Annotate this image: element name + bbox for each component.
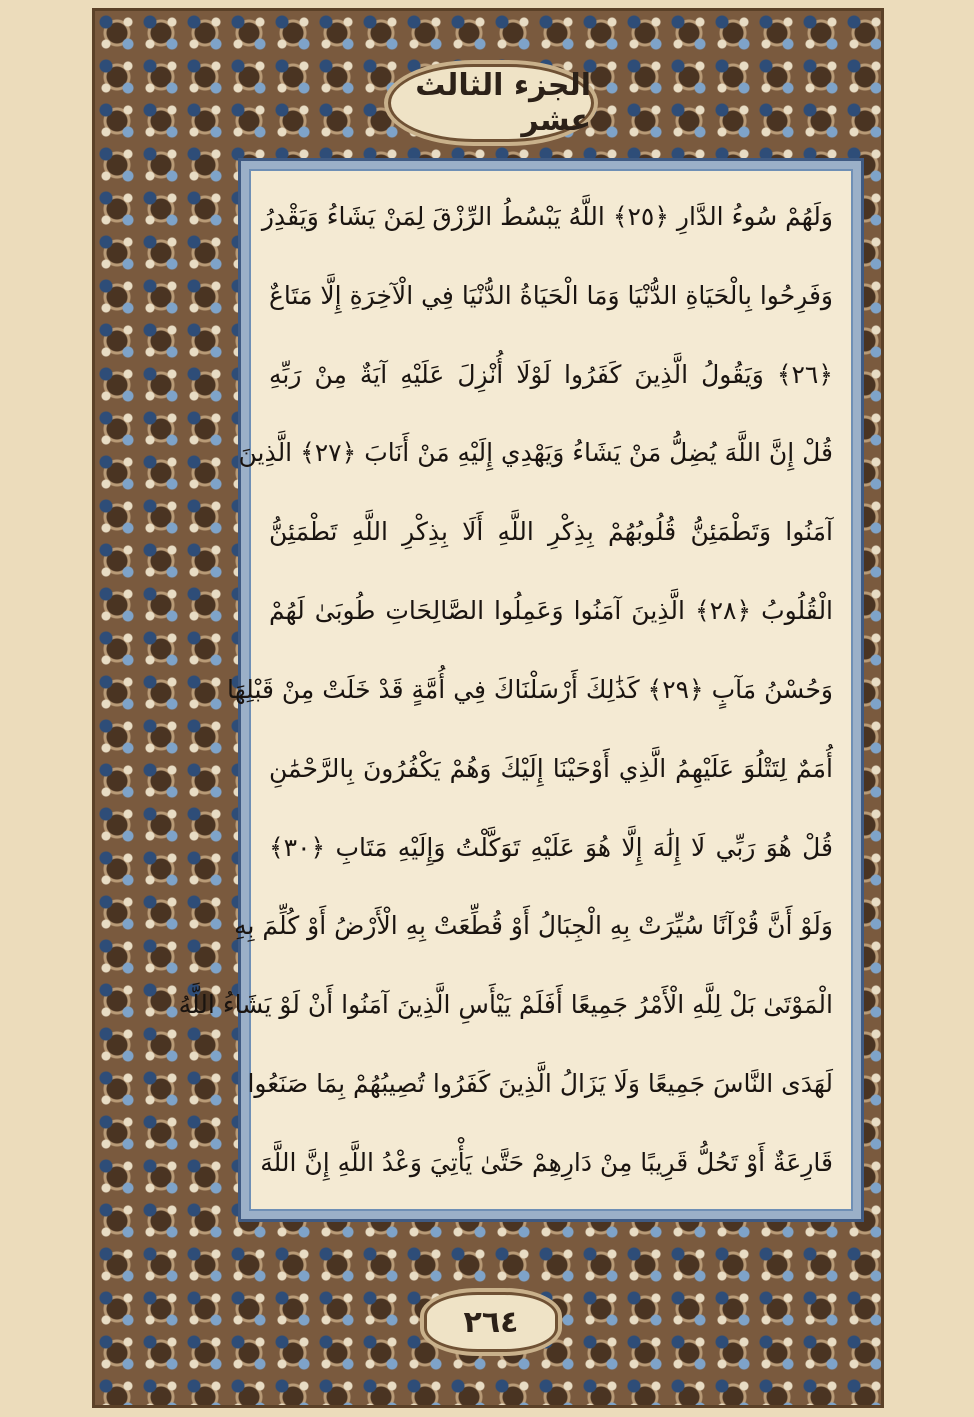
page-number-cartouche	[424, 1292, 558, 1352]
text-line: وَحُسْنُ مَآبٍ ﴿٢٩﴾ كَذَٰلِكَ أَرْسَلْنَاكَ فِي أُمَّةٍ قَدْ خَلَتْ مِنْ قَبْلِهَا	[227, 674, 833, 704]
text-line: لَهَدَى النَّاسَ جَمِيعًا وَلَا يَزَالُ الَّذِينَ كَفَرُوا تُصِيبُهُمْ بِمَا صَنَعُوا	[247, 1069, 833, 1099]
juz-title: الجزء الثالث عشر	[415, 68, 591, 138]
text-line: ﴿٢٦﴾ وَيَقُولُ الَّذِينَ كَفَرُوا لَوْلَا أُنْزِلَ عَلَيْهِ آيَةٌ مِنْ رَبِّهِ	[269, 359, 833, 389]
text-line: قُلْ إِنَّ اللَّهَ يُضِلُّ مَنْ يَشَاءُ وَيَهْدِي إِلَيْهِ مَنْ أَنَابَ ﴿٢٧﴾ الَّذِينَ	[238, 438, 833, 468]
text-line: قَارِعَةٌ أَوْ تَحُلُّ قَرِيبًا مِنْ دَارِهِمْ حَتَّىٰ يَأْتِيَ وَعْدُ اللَّهِ إِنَّ اللَّهَ	[260, 1147, 833, 1177]
text-line: أُمَمٌ لِتَتْلُوَ عَلَيْهِمُ الَّذِي أَوْحَيْنَا إِلَيْكَ وَهُمْ يَكْفُرُونَ بِالرَّحْمَٰنِ	[269, 753, 833, 783]
text-frame	[178, 158, 864, 1222]
text-line: قُلْ هُوَ رَبِّي لَا إِلَٰهَ إِلَّا هُوَ عَلَيْهِ تَوَكَّلْتُ وَإِلَيْهِ مَتَابِ ﴿٣٠﴾	[269, 832, 833, 862]
text-line: الْقُلُوبُ ﴿٢٨﴾ الَّذِينَ آمَنُوا وَعَمِلُوا الصَّالِحَاتِ طُوبَىٰ لَهُمْ	[269, 596, 834, 626]
text-line: وَلَهُمْ سُوءُ الدَّارِ ﴿٢٥﴾ اللَّهُ يَبْسُطُ الرِّزْقَ لِمَنْ يَشَاءُ وَيَقْدِرُ	[261, 202, 833, 231]
verse-lines	[178, 195, 834, 1185]
text-line: وَفَرِحُوا بِالْحَيَاةِ الدُّنْيَا وَمَا الْحَيَاةُ الدُّنْيَا فِي الْآخِرَةِ إِلَّا مَتَاعٌ	[269, 280, 833, 310]
text-area	[178, 169, 853, 1211]
page-number: ٢٦٤	[463, 1304, 519, 1340]
text-line: الْمَوْتَىٰ بَلْ لِلَّهِ الْأَمْرُ جَمِيعًا أَفَلَمْ يَيْأَسِ الَّذِينَ آمَنُوا أَنْ لَوْ يَشَاءُ اللَّهُ	[178, 990, 833, 1020]
text-line: وَلَوْ أَنَّ قُرْآنًا سُيِّرَتْ بِهِ الْجِبَالُ أَوْ قُطِّعَتْ بِهِ الْأَرْضُ أَوْ كُلِّمَ بِهِ	[234, 911, 833, 941]
text-line: آمَنُوا وَتَطْمَئِنُّ قُلُوبُهُمْ بِذِكْرِ اللَّهِ أَلَا بِذِكْرِ اللَّهِ تَطْمَئِنُّ	[269, 517, 833, 547]
juz-header-cartouche	[388, 64, 594, 142]
